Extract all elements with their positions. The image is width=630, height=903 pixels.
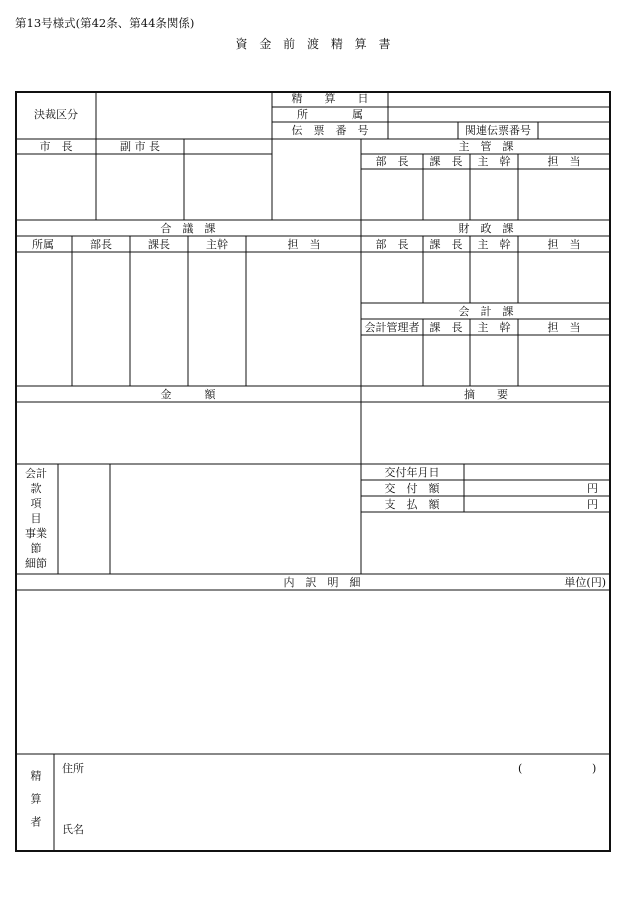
managing-section-label: 主 管 課 xyxy=(458,140,514,153)
account-label-jigyou: 事業 xyxy=(25,527,47,540)
department-label: 所 属 xyxy=(297,108,363,121)
address-paren-close: ) xyxy=(592,762,597,775)
coordinating-section-label: 合 議 課 xyxy=(160,222,216,235)
address-paren-open: ( xyxy=(518,762,523,775)
unit-label: 単位(円) xyxy=(564,576,606,589)
account-label-kaikei: 会計 xyxy=(25,467,47,480)
accounting-section-label: 会 計 課 xyxy=(458,305,514,318)
coord-director-label: 部長 xyxy=(90,238,112,251)
payment-amount-yen: 円 xyxy=(587,498,598,511)
slip-number-label: 伝 票 番 号 xyxy=(291,124,369,137)
payment-amount-label: 支 払 額 xyxy=(384,498,440,511)
accounting-staff-label: 担 当 xyxy=(547,321,581,334)
finance-director-label: 部 長 xyxy=(375,238,409,251)
finance-staff-label: 担 当 xyxy=(547,238,581,251)
related-slip-number-label: 関連伝票番号 xyxy=(465,124,531,137)
account-label-setsu: 節 xyxy=(30,542,42,555)
settlement-date-label: 精 算 日 xyxy=(291,92,369,105)
decision-category-label: 決裁区分 xyxy=(34,108,78,121)
account-label-moku: 目 xyxy=(30,512,42,525)
issue-amount-yen: 円 xyxy=(587,482,598,495)
account-label-kou: 項 xyxy=(30,497,42,510)
managing-section-chief-label: 課 長 xyxy=(429,155,463,168)
address-label: 住所 xyxy=(62,762,84,775)
amount-label: 金 額 xyxy=(160,388,216,401)
accounting-section-chief-label: 課 長 xyxy=(429,321,463,334)
coord-staff-label: 担 当 xyxy=(287,238,321,251)
coord-chief-label: 主幹 xyxy=(206,238,228,251)
accounting-manager-label: 会計管理者 xyxy=(364,321,420,334)
summary-label: 摘 要 xyxy=(464,388,508,401)
account-label-kan: 款 xyxy=(30,482,42,495)
coord-affiliation-label: 所属 xyxy=(32,238,54,251)
managing-staff-label: 担 当 xyxy=(547,155,581,168)
form-number: 第13号様式(第42条、第44条関係) xyxy=(15,16,195,30)
breakdown-label: 内 訳 明 細 xyxy=(283,576,361,589)
coord-section-chief-label: 課長 xyxy=(148,238,170,251)
settler-label: 精算者 xyxy=(29,770,42,839)
finance-section-label: 財 政 課 xyxy=(458,222,514,235)
managing-director-label: 部 長 xyxy=(375,155,409,168)
issue-amount-label: 交 付 額 xyxy=(384,482,440,495)
mayor-label: 市 長 xyxy=(39,140,73,153)
page-title: 資 金 前 渡 精 算 書 xyxy=(235,37,395,51)
managing-chief-label: 主 幹 xyxy=(477,155,511,168)
vice-mayor-label: 副 市 長 xyxy=(120,140,160,153)
finance-section-chief-label: 課 長 xyxy=(429,238,463,251)
name-label: 氏名 xyxy=(62,823,84,836)
issue-date-label: 交付年月日 xyxy=(384,466,440,479)
finance-chief-label: 主 幹 xyxy=(477,238,511,251)
account-label-saisetsu: 細節 xyxy=(25,557,47,570)
accounting-chief-label: 主 幹 xyxy=(477,321,511,334)
